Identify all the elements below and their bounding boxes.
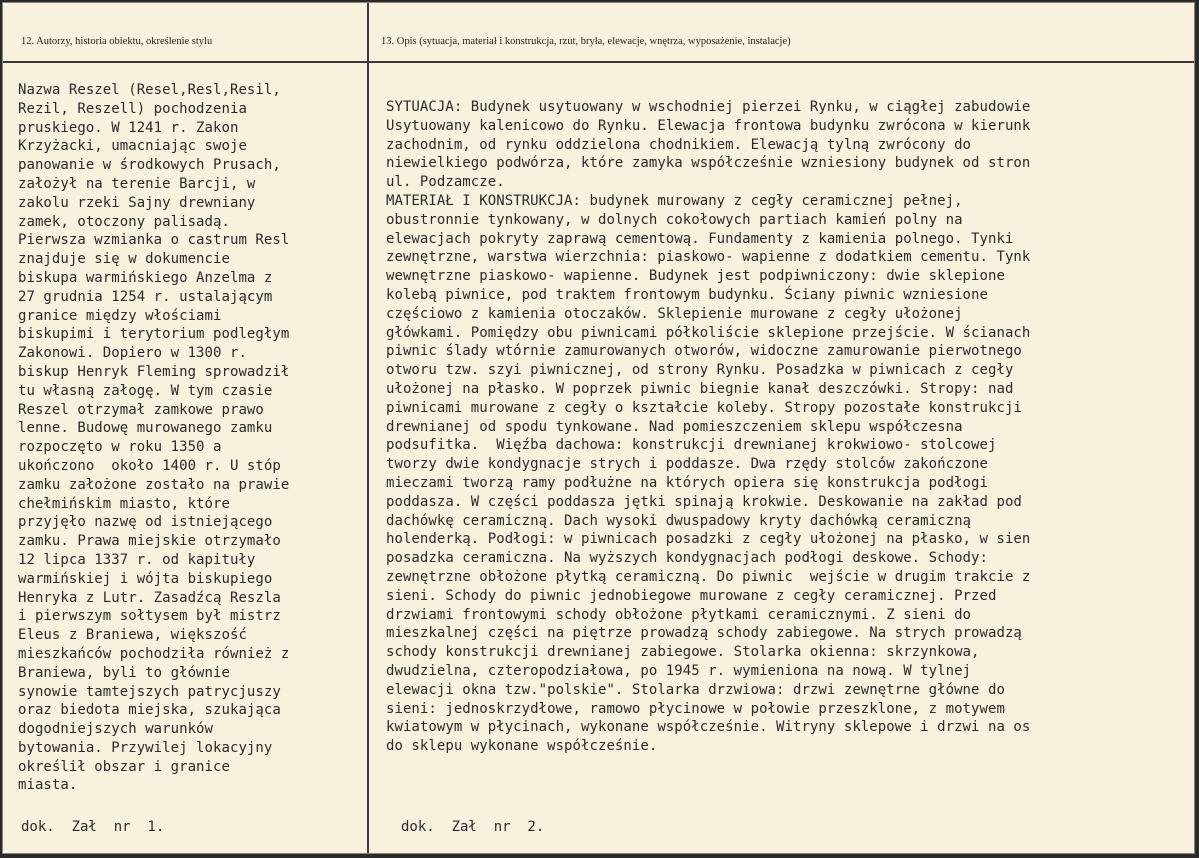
text-line: zamku. Prawa miejskie otrzymało xyxy=(18,533,281,550)
text-line: ul. Podzamcze. xyxy=(386,174,505,191)
text-line: poddasza. W części poddasza jętki spinają krokwie. Deskowanie na zakład pod xyxy=(386,493,1022,510)
text-line: kolebą piwnice, pod traktem frontowym budynku. Ściany piwnic wzniesione xyxy=(386,286,988,303)
text-line: miasta. xyxy=(18,777,78,794)
text-line: otworu tzw. szyi piwnicznej, od strony Rynku. Posadzka w piwnicach z cegły xyxy=(386,362,1014,379)
text-line: zewnętrzne obłożone płytką ceramiczną. Do piwnic wejście w drugim trakcie z xyxy=(386,568,1031,585)
text-line: lenne. Budowę murowanego zamku xyxy=(18,420,273,437)
text-line: tu własną załogę. W tym czasie xyxy=(18,382,273,399)
text-line: niewielkiego podwórza, które zamyka współcześnie wzniesiony budynek od stron xyxy=(386,155,1031,172)
text-line: ułożonej na płasko. W poprzek piwnic biegnie kanał deszczówki. Stropy: nad xyxy=(386,380,1014,397)
text-line: oraz biedota miejska, szukająca xyxy=(18,702,281,719)
text-line: drewnianej od spodu tynkowane. Nad pomieszczeniem sklepu współczesna xyxy=(386,418,963,435)
text-line: piwnic ślady wtórnie zamurowanych otworów, widoczne zamurowanie pierwotnego xyxy=(386,343,1022,360)
text-line: Henryka z Lutr. Zasadźcą Reszla xyxy=(18,589,281,606)
text-line: dachówkę ceramiczną. Dach wysoki dwuspadowy kryty dachówką ceramiczną xyxy=(386,512,972,529)
text-line: przyjęło nazwę od istniejącego xyxy=(18,514,273,531)
text-line: wewnętrzne piaskowo- wapienne. Budynek jest podpiwniczony: dwie sklepione xyxy=(386,268,1005,285)
text-line: do sklepu wykonane współcześnie. xyxy=(386,738,658,755)
text-line: rozpoczęto w roku 1350 a xyxy=(18,439,222,456)
text-line: sieni. Schody do piwnic jednobiegowe murowane z cegły ceramicznej. Przed xyxy=(386,587,997,604)
text-line: granice między włościami xyxy=(18,307,222,324)
attachment-ref-2: dok. Zał nr 2. xyxy=(401,819,545,835)
text-line: Usytuowany kalenicowo do Rynku. Elewacja frontowa budynku zwrócona w kierunk xyxy=(386,117,1031,134)
text-line: mieszkalnej części na piętrze prowadzą schody zabiegowe. Na strych prowadzą xyxy=(386,625,1022,642)
text-line: posadzka ceramiczna. Na wyższych kondygnacjach podłogi deskowe. Schody: xyxy=(386,550,988,567)
text-line: określił obszar i granice xyxy=(18,758,230,775)
text-line: Nazwa Reszel (Resel,Resl,Resil, xyxy=(18,82,281,98)
history-text xyxy=(18,81,289,795)
text-line: MATERIAŁ I KONSTRUKCJA: budynek murowany z cegły ceramicznej pełnej, xyxy=(386,192,963,209)
text-line: mieczami tworzą ramy podłużne na których opiera się konstrukcja podłogi xyxy=(386,474,988,491)
header-band xyxy=(3,3,1194,63)
description-text xyxy=(386,98,1166,756)
text-line: Eleus z Braniewa, większość xyxy=(18,627,247,644)
section-heading-history: 12. Autorzy, historia obiektu, określenie stylu xyxy=(21,36,213,47)
text-line: chełmińskim miasto, które xyxy=(18,495,230,512)
text-line: biskupimi i terytorium podległym xyxy=(18,326,290,343)
text-line: założył na terenie Barcji, w xyxy=(18,175,256,192)
text-line: zamek, otoczony palisadą. xyxy=(18,213,230,230)
text-line: zamku założone zostało na prawie xyxy=(18,476,290,493)
text-line: Reszel otrzymał zamkowe prawo xyxy=(18,401,264,418)
text-line: biskup Henryk Fleming sprowadził xyxy=(18,363,290,380)
text-line: Krzyżacki, umacniając swoje xyxy=(18,138,247,155)
text-line: bytowania. Przywilej lokacyjny xyxy=(18,739,273,756)
text-line: sieni: jednoskrzydłowe, ramowo płycinowe w połowie przeszklone, z motywem xyxy=(386,700,1005,717)
text-line: zachodnim, od rynku oddzielona chodnikiem. Elewacją tylną zwrócony do xyxy=(386,136,972,153)
text-line: pruskiego. W 1241 r. Zakon xyxy=(18,119,239,136)
text-line: elewacjach pokryty zaprawą cementową. Fundamenty z kamienia polnego. Tynki xyxy=(386,230,1014,247)
text-line: 12 lipca 1337 r. od kapituły xyxy=(18,551,256,568)
text-line: biskupa warmińskiego Anzelma z xyxy=(18,269,273,286)
text-line: warmińskiej i wójta biskupiego xyxy=(18,570,273,587)
text-line: Rezil, Reszell) pochodzenia xyxy=(18,100,247,117)
document-sheet xyxy=(2,2,1195,854)
text-line: dwudzielna, czteropodziałowa, po 1945 r. wymieniona na nową. W tylnej xyxy=(386,662,972,679)
text-line: schody konstrukcji drewnianej zabiegowe. Stolarka okienna: skrzynkowa, xyxy=(386,644,980,661)
text-line: Braniewa, byli to głównie xyxy=(18,664,230,681)
text-line: główkami. Pomiędzy obu piwnicami półkoliście sklepione przejście. W ścianach xyxy=(386,324,1031,341)
text-line: drzwiami frontowymi schody obłożone płytkami ceramicznymi. Z sieni do xyxy=(386,606,972,623)
text-line: 27 grudnia 1254 r. ustalającym xyxy=(18,288,273,305)
text-line: obustronnie tynkowany, w dolnych cokołowych partiach kamień polny na xyxy=(386,211,963,228)
text-line: ukończono około 1400 r. U stóp xyxy=(18,457,281,474)
text-line: tworzy dwie kondygnacje strych i poddasze. Dwa rzędy stolców zakończone xyxy=(386,456,988,473)
section-heading-description: 13. Opis (sytuacja, materiał i konstrukcja, rzut, bryła, elewacje, wnętrza, wyposażenie, instalacje) xyxy=(381,36,791,47)
text-line: częściowo z kamienia otoczaków. Sklepienie murowane z cegły ułożonej xyxy=(386,305,963,322)
text-line: i pierwszym sołtysem był mistrz xyxy=(18,608,281,625)
text-line: piwnicami murowane z cegły o kształcie koleby. Stropy pozostałe konstrukcji xyxy=(386,399,1022,416)
text-line: elewacji okna tzw."polskie". Stolarka drzwiowa: drzwi zewnętrne główne do xyxy=(386,681,1005,698)
text-line: synowie tamtejszych patrycjuszy xyxy=(18,683,281,700)
attachment-ref-1: dok. Zał nr 1. xyxy=(21,819,165,835)
text-line: podsufitka. Więźba dachowa: konstrukcji drewnianej krokwiowo- stolcowej xyxy=(386,437,997,454)
text-line: znajduje się w dokumencie xyxy=(18,251,230,268)
column-divider xyxy=(367,3,369,853)
text-line: Zakonowi. Dopiero w 1300 r. xyxy=(18,345,247,362)
text-line: Pierwsza wzmianka o castrum Resl xyxy=(18,232,290,249)
text-line: dogodniejszych warunków xyxy=(18,721,214,738)
text-line: SYTUACJA: Budynek usytuowany w wschodniej pierzei Rynku, w ciągłej zabudowie xyxy=(386,99,1031,115)
text-line: panowanie w środkowych Prusach, xyxy=(18,157,281,174)
text-line: mieszkańców pochodziła również z xyxy=(18,645,290,662)
text-line: holenderką. Podłogi: w piwnicach posadzki z cegły ułożonej na płasko, w sien xyxy=(386,531,1031,548)
text-line: kwiatowym w płycinach, wykonane współcześnie. Witryny sklepowe i drzwi na os xyxy=(386,719,1031,736)
text-line: zewnętrzne, warstwa wierzchnia: piaskowo- wapienne z dodatkiem cementu. Tynk xyxy=(386,249,1031,266)
text-line: zakolu rzeki Sajny drewniany xyxy=(18,194,256,211)
